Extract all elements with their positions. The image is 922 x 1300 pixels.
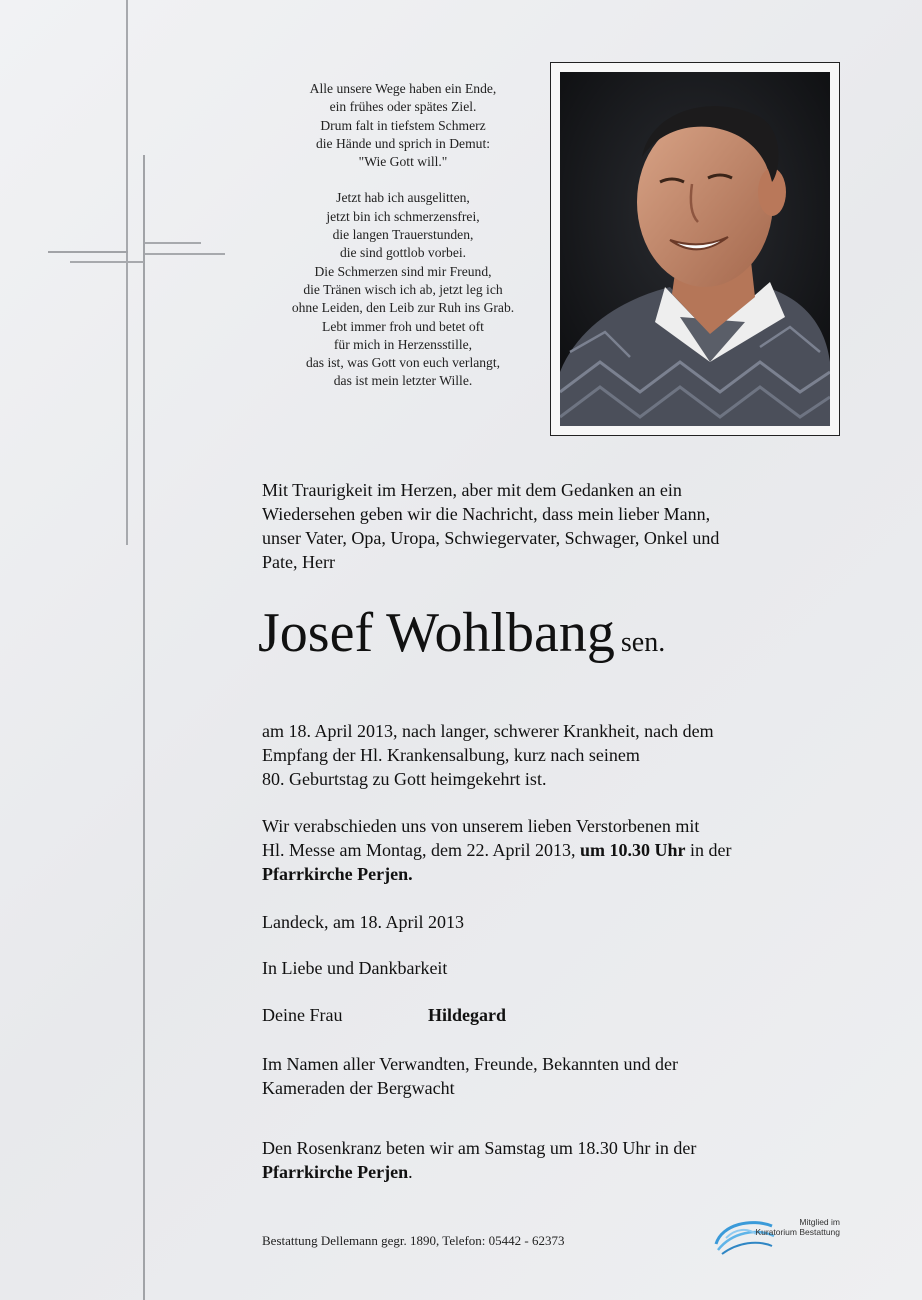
farewell-line-2-end: in der (685, 840, 732, 860)
rosary-line-1: Den Rosenkranz beten wir am Samstag um 18.30 Uhr in der (262, 1138, 697, 1158)
poem (262, 80, 544, 391)
deceased-name-main: Josef Wohlbang (258, 602, 615, 664)
rosary-church: Pfarrkirche Perjen (262, 1162, 409, 1182)
poem-line: ein frühes oder spätes Ziel. (329, 99, 477, 115)
farewell-line-2 (262, 838, 822, 862)
rosary-paragraph (262, 1136, 822, 1184)
deceased-name-suffix: sen. (620, 627, 666, 658)
death-notice-line: 80. Geburtstag zu Gott heimgekehrt ist. (262, 769, 547, 789)
closing (262, 956, 822, 980)
poem-line: Jetzt hab ich ausgelitten, (336, 190, 470, 206)
poem-line: die Hände und sprich in Demut: (315, 135, 491, 151)
poem-line: die Tränen wisch ich ab, jetzt leg ich (303, 281, 503, 297)
wife-signature (262, 1003, 822, 1027)
poem-line: das ist, was Gott von euch verlangt, (305, 355, 501, 371)
farewell-paragraph (262, 814, 822, 886)
relatives-line: Kameraden der Bergwacht (262, 1078, 455, 1098)
logo-caption (746, 1217, 840, 1237)
poem-line: das ist mein letzter Wille. (333, 373, 473, 389)
poem-line: "Wie Gott will." (358, 154, 448, 170)
place-date-text: Landeck, am 18. April 2013 (262, 912, 464, 932)
poem-line: Alle unsere Wege haben ein Ende, (309, 81, 497, 96)
death-notice-line: Empfang der Hl. Krankensalbung, kurz nach seinem (262, 745, 640, 765)
relatives-line: Im Namen aller Verwandten, Freunde, Bekannten und der (262, 1054, 679, 1074)
place-date (262, 910, 822, 934)
intro-paragraph (262, 478, 822, 574)
poem-line: die langen Trauerstunden, (332, 227, 474, 243)
intro-line: unser Vater, Opa, Uropa, Schwiegervater, Schwager, Onkel und (262, 528, 720, 548)
logo-caption-line-2: Kuratorium Bestattung (755, 1227, 840, 1237)
farewell-line-1: Wir verabschieden uns von unserem lieben Verstorbenen mit (262, 816, 700, 836)
deceased-name (258, 598, 665, 678)
cross-vertical-line-outer (126, 0, 128, 545)
funeral-home-info: Bestattung Dellemann gegr. 1890, Telefon: 05442 - 62373 (262, 1233, 565, 1248)
intro-line: Pate, Herr (262, 552, 335, 572)
poem-line: Lebt immer froh und betet oft (322, 318, 484, 334)
poem-line: die sind gottlob vorbei. (339, 245, 467, 261)
portrait-frame (550, 62, 840, 436)
portrait-photo (560, 72, 830, 426)
intro-line: Mit Traurigkeit im Herzen, aber mit dem Gedanken an ein (262, 480, 682, 500)
poem-line: für mich in Herzensstille, (333, 336, 473, 352)
cross-horizontal-line-upper (48, 251, 128, 253)
portrait-illustration (560, 72, 830, 426)
logo-caption-line-1: Mitglied im (799, 1217, 840, 1227)
cross-horizontal-line-lower (70, 261, 144, 263)
poem-stanza-1 (262, 80, 544, 171)
wife-name: Hildegard (428, 1005, 507, 1025)
farewell-mass-date: Hl. Messe am Montag, dem 22. April 2013, (262, 840, 580, 860)
wife-label: Deine Frau (262, 1005, 343, 1025)
intro-line: Wiedersehen geben wir die Nachricht, dass mein lieber Mann, (262, 504, 711, 524)
rosary-period: . (408, 1162, 413, 1182)
death-notice-line: am 18. April 2013, nach langer, schwerer Krankheit, nach dem (262, 721, 714, 741)
poem-stanza-2 (262, 189, 544, 390)
cross-horizontal-line-right (145, 242, 201, 244)
cross-vertical-line-inner (143, 155, 145, 1300)
poem-line: Drum falt in tiefstem Schmerz (320, 117, 486, 133)
cross-horizontal-line-far-right (145, 253, 225, 255)
poem-line: ohne Leiden, den Leib zur Ruh ins Grab. (291, 300, 515, 316)
relatives-paragraph (262, 1052, 822, 1100)
poem-line: Die Schmerzen sind mir Freund, (314, 263, 492, 279)
closing-text: In Liebe und Dankbarkeit (262, 958, 448, 978)
death-notice-paragraph (262, 719, 822, 791)
farewell-church: Pfarrkirche Perjen. (262, 864, 413, 884)
farewell-mass-time: um 10.30 Uhr (579, 840, 686, 860)
poem-line: jetzt bin ich schmerzensfrei, (326, 208, 480, 224)
